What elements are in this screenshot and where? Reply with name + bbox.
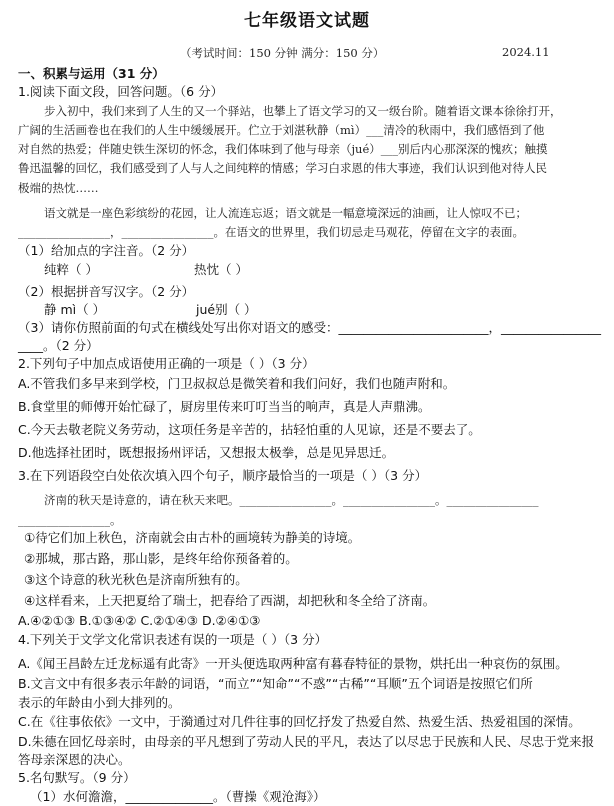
q4-option-cont: 答母亲深恩的决心。 <box>18 752 131 767</box>
q1-sub1-item: 热忱（ ） <box>194 262 248 277</box>
q1-sub1: （1）给加点的字注音。（2 分） <box>18 243 195 258</box>
q1-sub2-item: 静 mì（ ） <box>44 302 106 317</box>
q1-sub1-item: 纯粹（ ） <box>44 262 98 277</box>
q1-passage2-line: ________________，________________。在语文的世界里，我们切忌走马观花，停留在文字的表面。 <box>18 225 524 239</box>
q3-sentence: ③这个诗意的秋光秋色是济南所独有的。 <box>24 572 248 587</box>
q4-option-cont: 表示的年龄由小到大排列的。 <box>18 695 181 710</box>
exam-time-score: （考试时间：150 分钟 满分：150 分） <box>180 46 385 60</box>
q5-stem: 5.名句默写。（9 分） <box>18 770 136 785</box>
q1-passage-line: 广阔的生活画卷也在我们的人生中缓缓展开。伫立于刘湛秋静（mì）___清冷的秋雨中，我们感悟到了他 <box>18 123 545 137</box>
q3-passage-line: ________________。 <box>18 513 122 527</box>
q3-stem: 3.在下列语段空白处依次填入四个句子，顺序最恰当的一项是（ ）（3 分） <box>18 468 428 483</box>
q4-option: C.在《往事依依》一文中，于漪通过对几件往事的回忆抒发了热爱自然、热爱生活、热爱祖国的深情。 <box>18 714 581 729</box>
q1-passage-line: 步入初中，我们来到了人生的又一个驿站，也攀上了语文学习的又一级台阶。随着语文课本徐徐打开， <box>44 104 562 118</box>
q1-passage-line: 对自然的热爱；伴随史铁生深切的怀念，我们体味到了他与母亲（jué）___别后内心那深深的愧疚；触摸 <box>18 142 548 156</box>
q4-option: A.《闻王昌龄左迁龙标遥有此寄》一开头便选取两种富有暮春特征的景物，烘托出一种哀伤的氛围。 <box>18 656 568 671</box>
q3-sentence: ①待它们加上秋色，济南就会由古朴的画境转为静美的诗境。 <box>24 530 361 545</box>
q1-sub2: （2）根据拼音写汉字。（2 分） <box>18 284 195 299</box>
exam-meta <box>180 45 550 61</box>
q1-sub3-end: ____。（2 分） <box>18 338 99 353</box>
q2-stem: 2.下列句子中加点成语使用正确的一项是（ ）（3 分） <box>18 356 315 371</box>
q1-sub3: （3）请你仿照前面的句式在横线处写出你对语文的感受：________________________，________________ <box>18 320 601 335</box>
q4-option: B.文言文中有很多表示年龄的词语，“而立”“知命”“不惑”“古稀”“耳顺”五个词语是按照它们所 <box>18 676 533 691</box>
q3-sentence: ④这样看来，上天把夏给了瑞士，把春给了西湖，却把秋和冬全给了济南。 <box>24 593 436 608</box>
q4-option: D.朱德在回忆母亲时，由母亲的平凡想到了劳动人民的平凡，表达了以尽忠于民族和人民、尽忠于党来报 <box>18 734 595 749</box>
q2-option: B.食堂里的师傅开始忙碌了，厨房里传来叮叮当当的响声，真是人声鼎沸。 <box>18 399 431 414</box>
q2-option: C.今天去敬老院义务劳动，这项任务是辛苦的，拈轻怕重的人见谅，还是不要去了。 <box>18 422 481 437</box>
q1-passage2-line: 语文就是一座色彩缤纷的花园，让人流连忘返；语文就是一幅意境深远的油画，让人惊叹不已； <box>44 206 527 220</box>
q1-passage-line: 极端的热忱…… <box>18 181 99 195</box>
exam-date: 2024.11 <box>502 45 550 59</box>
q3-passage-line: 济南的秋天是诗意的，请在秋天来吧。________________。________________。________________ <box>44 493 539 507</box>
q5-item: （1）水何澹澹，______________。（曹操《观沧海》） <box>30 789 326 804</box>
q3-options: A.④②①③ B.①③④② C.②①④③ D.②④①③ <box>18 613 261 628</box>
q4-stem: 4.下列关于文学文化常识表述有误的一项是（ ）（3 分） <box>18 632 328 647</box>
q1-sub2-item: jué别（ ） <box>196 302 257 317</box>
q1-stem: 1.阅读下面文段，回答问题。（6 分） <box>18 84 224 99</box>
q1-passage-line: 鲁迅温馨的回忆，我们感受到了人与人之间纯粹的情感；学习白求恩的伟大事迹，我们认识到他对待人民 <box>18 161 547 175</box>
q2-option: D.他选择社团时，既想报扬州评话，又想报太极拳，总是见异思迁。 <box>18 445 395 460</box>
exam-title: 七年级语文试题 <box>244 11 370 31</box>
q2-option: A.不管我们多早来到学校，门卫叔叔总是微笑着和我们问好，我们也随声附和。 <box>18 376 456 391</box>
q3-sentence: ②那城，那古路，那山影，是终年给你预备着的。 <box>24 551 298 566</box>
section-heading: 一、积累与运用（31 分） <box>18 66 165 81</box>
